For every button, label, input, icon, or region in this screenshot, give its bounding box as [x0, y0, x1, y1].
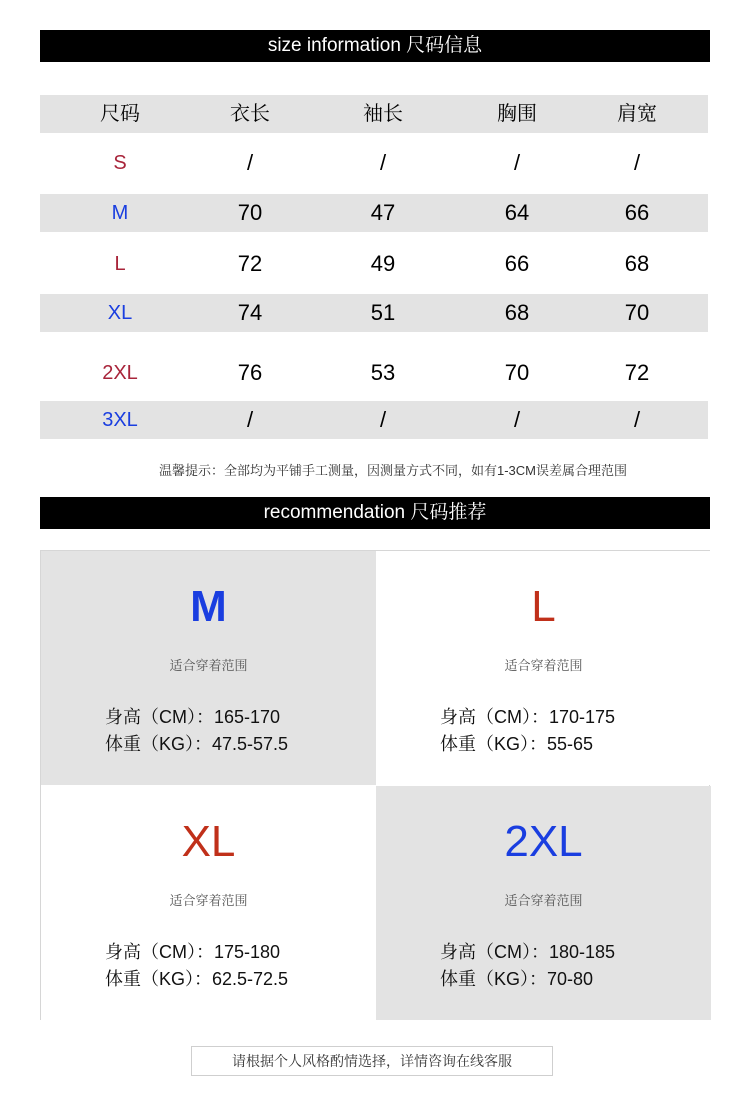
table-header-row: [40, 95, 708, 133]
range-label: 适合穿着范围: [169, 658, 248, 673]
height-range: 身高（CM）：170-175: [440, 707, 616, 727]
size-label: S: [113, 152, 127, 174]
recommend-card-xl: [41, 786, 376, 1020]
footer-note: 请根据个人风格酌情选择，详情咨询在线客服: [191, 1046, 553, 1076]
table-cell: 53: [370, 360, 396, 385]
range-label: 适合穿着范围: [169, 893, 248, 908]
size-badge: XL: [181, 817, 236, 866]
column-header: 肩宽: [617, 103, 657, 125]
measurement-note: 温馨提示：全部均为平铺手工测量，因测量方式不同，如有1-3CM误差属合理范围: [158, 463, 627, 478]
size-badge: 2XL: [504, 817, 583, 866]
table-cell: 76: [237, 360, 263, 385]
recommend-card-2xl: [376, 786, 711, 1020]
size-label: M: [111, 202, 129, 224]
weight-range: 体重（KG）：62.5-72.5: [105, 969, 289, 989]
table-cell: /: [513, 407, 521, 432]
table-row: [40, 245, 708, 283]
table-cell: 70: [237, 200, 263, 225]
range-label: 适合穿着范围: [504, 658, 583, 673]
table-cell: 70: [504, 360, 530, 385]
table-row: [40, 294, 708, 332]
size-label: 2XL: [102, 362, 138, 384]
table-cell: /: [246, 150, 254, 175]
height-range: 身高（CM）：180-185: [440, 942, 616, 962]
table-cell: /: [633, 150, 641, 175]
height-range: 身高（CM）：165-170: [105, 707, 281, 727]
table-cell: /: [379, 150, 387, 175]
weight-range: 体重（KG）：47.5-57.5: [105, 734, 289, 754]
table-cell: 64: [504, 200, 530, 225]
table-cell: /: [246, 407, 254, 432]
table-row: [40, 144, 708, 182]
recommendation-header: recommendation 尺码推荐: [40, 497, 710, 529]
weight-range: 体重（KG）：70-80: [440, 969, 594, 989]
table-row: [40, 401, 708, 439]
column-header: 胸围: [497, 103, 537, 125]
table-row: [40, 354, 708, 392]
table-cell: 68: [624, 251, 650, 276]
table-cell: /: [633, 407, 641, 432]
size-badge: M: [190, 582, 227, 631]
table-cell: /: [513, 150, 521, 175]
table-cell: 66: [504, 251, 530, 276]
table-cell: /: [379, 407, 387, 432]
size-label: 3XL: [102, 409, 138, 431]
size-label: L: [114, 253, 126, 275]
table-cell: 47: [370, 200, 396, 225]
table-cell: 51: [370, 300, 396, 325]
recommend-card-m: [41, 551, 376, 785]
table-cell: 70: [624, 300, 650, 325]
table-cell: 68: [504, 300, 530, 325]
table-row: [40, 194, 708, 232]
table-cell: 49: [370, 251, 396, 276]
column-header: 袖长: [363, 103, 403, 125]
size-label: XL: [107, 302, 133, 324]
table-cell: 74: [237, 300, 263, 325]
column-header: 尺码: [100, 103, 140, 125]
recommendation-grid: [40, 550, 710, 1020]
weight-range: 体重（KG）：55-65: [440, 734, 594, 754]
table-cell: 72: [624, 360, 650, 385]
column-header: 衣长: [230, 103, 270, 125]
size-information-header: size information 尺码信息: [40, 30, 710, 62]
height-range: 身高（CM）：175-180: [105, 942, 281, 962]
table-cell: 66: [624, 200, 650, 225]
table-cell: 72: [237, 251, 263, 276]
range-label: 适合穿着范围: [504, 893, 583, 908]
size-badge: L: [531, 582, 556, 631]
recommend-card-l: [376, 551, 711, 785]
